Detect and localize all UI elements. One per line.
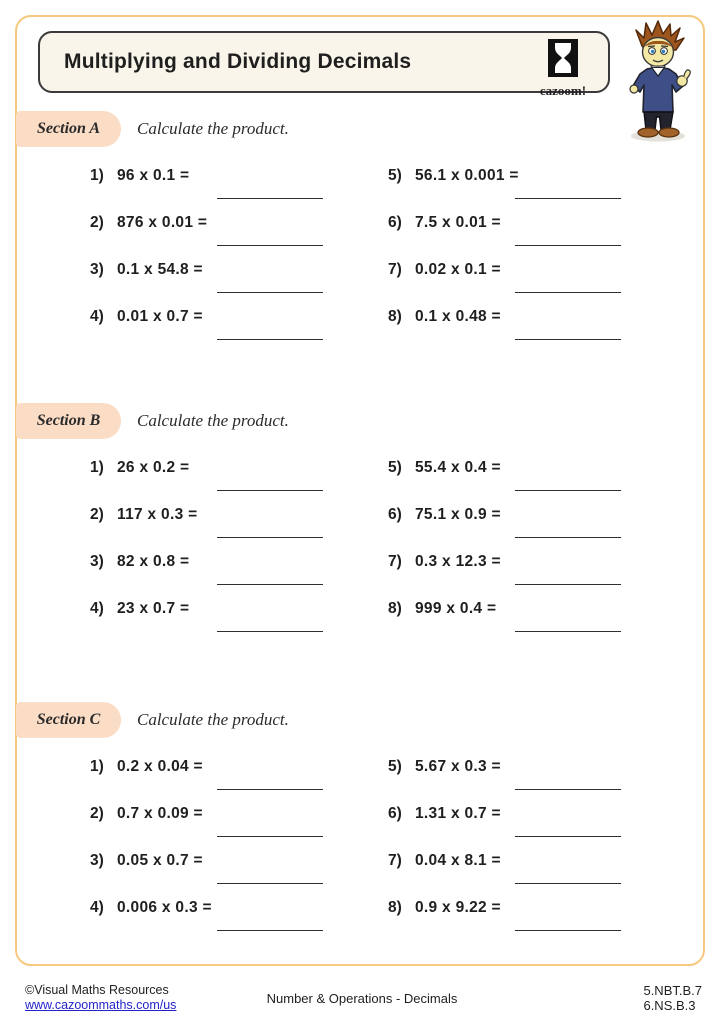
problem-number: 3) xyxy=(90,261,104,278)
problem-expression: 5.67 x 0.3 = xyxy=(415,758,501,775)
problem-number: 8) xyxy=(388,600,402,617)
problem-number: 5) xyxy=(388,459,402,476)
problem-c7 xyxy=(388,852,658,899)
problem-expression: 0.04 x 8.1 = xyxy=(415,852,501,869)
hourglass-logo-icon xyxy=(547,39,579,79)
problem-number: 7) xyxy=(388,852,402,869)
answer-line[interactable] xyxy=(515,490,621,491)
cazoommaths-link[interactable]: www.cazoommaths.com/us xyxy=(25,998,177,1012)
problem-expression: 7.5 x 0.01 = xyxy=(415,214,501,231)
problem-number: 5) xyxy=(388,167,402,184)
problem-number: 3) xyxy=(90,852,104,869)
problem-expression: 0.2 x 0.04 = xyxy=(117,758,203,775)
answer-line[interactable] xyxy=(217,836,323,837)
problem-a8 xyxy=(388,308,658,355)
section-c xyxy=(0,702,724,994)
problem-number: 2) xyxy=(90,214,104,231)
problem-c6 xyxy=(388,805,658,852)
answer-line[interactable] xyxy=(515,789,621,790)
problem-number: 6) xyxy=(388,214,402,231)
problem-c8 xyxy=(388,899,658,946)
problem-expression: 75.1 x 0.9 = xyxy=(415,506,501,523)
problem-number: 1) xyxy=(90,758,104,775)
problem-number: 6) xyxy=(388,506,402,523)
problem-number: 2) xyxy=(90,805,104,822)
problem-number: 7) xyxy=(388,261,402,278)
standard-code-1: 5.NBT.B.7 xyxy=(643,983,702,998)
footer-topic-label: Number & Operations - Decimals xyxy=(266,991,458,1006)
problem-expression: 0.9 x 9.22 = xyxy=(415,899,501,916)
answer-line[interactable] xyxy=(515,537,621,538)
problem-a6 xyxy=(388,214,658,261)
answer-line[interactable] xyxy=(515,836,621,837)
problem-b6 xyxy=(388,506,658,553)
answer-line[interactable] xyxy=(515,339,621,340)
problem-number: 1) xyxy=(90,459,104,476)
problem-number: 8) xyxy=(388,899,402,916)
answer-line[interactable] xyxy=(515,292,621,293)
problem-a2 xyxy=(90,214,360,261)
problem-number: 4) xyxy=(90,899,104,916)
problem-a1 xyxy=(90,167,360,214)
section-a-label-pill xyxy=(16,111,121,147)
section-b-label-pill xyxy=(16,403,121,439)
section-a xyxy=(0,111,724,403)
answer-line[interactable] xyxy=(217,930,323,931)
problem-b8 xyxy=(388,600,658,647)
problem-number: 7) xyxy=(388,553,402,570)
answer-line[interactable] xyxy=(515,883,621,884)
problem-b1 xyxy=(90,459,360,506)
section-label: Section A xyxy=(37,120,100,137)
answer-line[interactable] xyxy=(217,245,323,246)
problem-a3 xyxy=(90,261,360,308)
problem-expression: 0.02 x 0.1 = xyxy=(415,261,501,278)
title-banner xyxy=(38,31,610,98)
answer-line[interactable] xyxy=(217,490,323,491)
problem-expression: 999 x 0.4 = xyxy=(415,600,497,617)
problem-expression: 55.4 x 0.4 = xyxy=(415,459,501,476)
problem-expression: 0.006 x 0.3 = xyxy=(117,899,212,916)
problem-expression: 56.1 x 0.001 = xyxy=(415,167,519,184)
problem-b2 xyxy=(90,506,360,553)
answer-line[interactable] xyxy=(217,789,323,790)
copyright-text: ©Visual Maths Resources xyxy=(25,983,169,997)
problem-number: 4) xyxy=(90,308,104,325)
problem-c1 xyxy=(90,758,360,805)
problem-c2 xyxy=(90,805,360,852)
problem-a7 xyxy=(388,261,658,308)
answer-line[interactable] xyxy=(217,198,323,199)
problem-number: 6) xyxy=(388,805,402,822)
problem-c5 xyxy=(388,758,658,805)
problem-c4 xyxy=(90,899,360,946)
answer-line[interactable] xyxy=(515,930,621,931)
problem-a4 xyxy=(90,308,360,355)
section-b-instruction: Calculate the product. xyxy=(137,411,289,430)
section-label: Section C xyxy=(36,711,101,728)
problem-expression: 0.1 x 0.48 = xyxy=(415,308,501,325)
problem-expression: 0.1 x 54.8 = xyxy=(117,261,203,278)
section-b xyxy=(0,403,724,695)
answer-line[interactable] xyxy=(515,584,621,585)
problem-expression: 0.05 x 0.7 = xyxy=(117,852,203,869)
problem-number: 1) xyxy=(90,167,104,184)
problem-expression: 0.3 x 12.3 = xyxy=(415,553,501,570)
problem-number: 2) xyxy=(90,506,104,523)
section-label: Section B xyxy=(36,412,101,429)
answer-line[interactable] xyxy=(217,339,323,340)
answer-line[interactable] xyxy=(515,198,621,199)
problem-b7 xyxy=(388,553,658,600)
problem-expression: 117 x 0.3 = xyxy=(117,506,198,523)
problem-c3 xyxy=(90,852,360,899)
problem-a5 xyxy=(388,167,658,214)
problem-expression: 1.31 x 0.7 = xyxy=(415,805,501,822)
problem-expression: 0.01 x 0.7 = xyxy=(117,308,203,325)
answer-line[interactable] xyxy=(217,292,323,293)
problem-expression: 26 x 0.2 = xyxy=(117,459,190,476)
problem-number: 8) xyxy=(388,308,402,325)
problem-number: 5) xyxy=(388,758,402,775)
standard-code-2: 6.NS.B.3 xyxy=(643,998,696,1013)
section-c-instruction: Calculate the product. xyxy=(137,710,289,729)
answer-line[interactable] xyxy=(217,584,323,585)
problem-expression: 23 x 0.7 = xyxy=(117,600,190,617)
section-a-instruction: Calculate the product. xyxy=(137,119,289,138)
answer-line[interactable] xyxy=(217,883,323,884)
problem-number: 3) xyxy=(90,553,104,570)
cazoom-logo xyxy=(530,39,596,99)
answer-line[interactable] xyxy=(515,245,621,246)
problem-b4 xyxy=(90,600,360,647)
problem-number: 4) xyxy=(90,600,104,617)
problem-expression: 82 x 0.8 = xyxy=(117,553,190,570)
answer-line[interactable] xyxy=(217,537,323,538)
problem-expression: 0.7 x 0.09 = xyxy=(117,805,203,822)
answer-line[interactable] xyxy=(217,631,323,632)
section-c-label-pill xyxy=(16,702,121,738)
page-title: Multiplying and Dividing Decimals xyxy=(64,50,412,73)
problem-expression: 96 x 0.1 = xyxy=(117,167,190,184)
problem-expression: 876 x 0.01 = xyxy=(117,214,208,231)
cazoom-logo-text: cazoom! xyxy=(539,83,587,98)
answer-line[interactable] xyxy=(515,631,621,632)
page-footer xyxy=(0,981,724,1021)
problem-b3 xyxy=(90,553,360,600)
problem-b5 xyxy=(388,459,658,506)
